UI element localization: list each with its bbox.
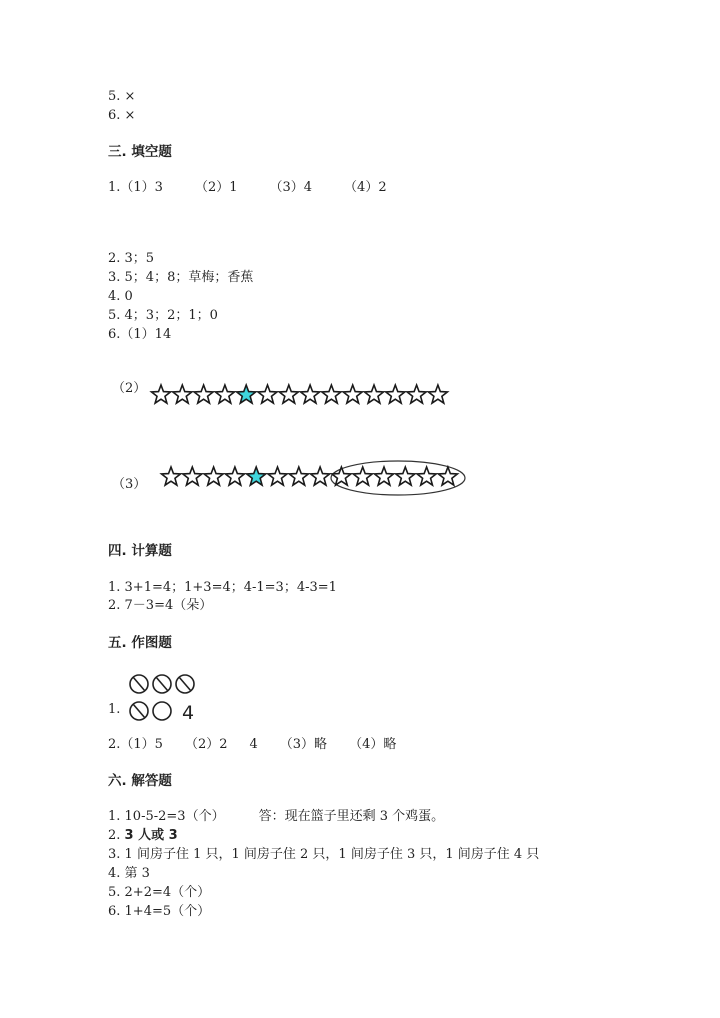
star-icon: [396, 467, 415, 485]
calc-item-1: 1. 3+1=4；1+3=4；4-1=3；4-3=1: [108, 580, 337, 595]
star-icon: [215, 385, 234, 403]
star-icon: [417, 467, 436, 485]
fill-item-4: 4. 0: [108, 289, 133, 304]
fill-q1-part1: 1.（1）3: [108, 180, 163, 195]
answer-q2-row: [108, 828, 178, 844]
draw-q2-part4: （3）略: [279, 737, 328, 752]
draw-q2-part5: （4）略: [349, 737, 397, 752]
star-icon: [279, 385, 298, 403]
star-icon-highlighted: [247, 467, 266, 485]
star-icon: [311, 467, 330, 485]
fill-q1-part3: （3）4: [269, 180, 313, 195]
star-row-3: [160, 458, 470, 500]
star-icon: [332, 467, 351, 485]
draw-q2-row: [108, 737, 396, 753]
draw-q1-label: 1.: [108, 702, 121, 717]
star-icon: [364, 385, 383, 403]
fill-q1-part2: （2）1: [194, 180, 238, 195]
star-icon: [301, 385, 320, 403]
fig-3-label: （3）: [112, 477, 147, 492]
star-icon: [204, 467, 223, 485]
fill-item-6: 6.（1）14: [108, 327, 172, 342]
star-icon: [407, 385, 426, 403]
draw-q2-part3: 4: [249, 737, 258, 752]
section-heading-calc: 四. 计算题: [108, 543, 172, 559]
fill-q1-part4: （4）2: [344, 180, 387, 195]
circle-figure-number: 4: [182, 702, 195, 724]
star-icon: [225, 467, 244, 485]
star-row-2: [150, 382, 450, 406]
section-heading-draw: 五. 作图题: [108, 635, 172, 651]
circle-figure: [124, 669, 204, 725]
star-icon: [161, 467, 180, 485]
star-icon: [151, 385, 170, 403]
star-icon: [183, 467, 202, 485]
fill-item-2: 2. 3；5: [108, 251, 155, 266]
section-heading-answer: 六. 解答题: [108, 773, 172, 789]
star-icon: [289, 467, 308, 485]
star-icon: [194, 385, 213, 403]
empty-circle-icon: [153, 702, 171, 720]
star-icon: [268, 467, 287, 485]
draw-q2-part1: 2.（1）5: [108, 737, 163, 752]
judge-item-6: 6. ×: [108, 108, 136, 123]
star-icon: [258, 385, 277, 403]
judge-item-5: 5. ×: [108, 89, 136, 104]
star-icon: [343, 385, 362, 403]
fill-q1-row: [108, 180, 387, 196]
fill-item-3: 3. 5；4；8；草梅；香蕉: [108, 270, 254, 285]
answer-item-6: 6. 1+4=5（个）: [108, 904, 211, 919]
star-icon-highlighted: [237, 385, 256, 403]
star-icon: [386, 385, 405, 403]
calc-item-2: 2. 7－3=4（朵）: [108, 598, 213, 613]
section-heading-fill: 三. 填空题: [108, 144, 172, 160]
fill-item-5: 5. 4；3；2；1；0: [108, 308, 218, 323]
fig-2-label: （2）: [112, 381, 147, 396]
star-icon: [374, 467, 393, 485]
answer-q2-bold: 3 人或 3: [124, 828, 178, 843]
answer-q1-row: [108, 809, 444, 825]
star-icon: [173, 385, 192, 403]
answer-item-5: 5. 2+2=4（个）: [108, 885, 211, 900]
star-icon: [438, 467, 457, 485]
star-icon: [428, 385, 447, 403]
answer-q2-prefix: 2.: [108, 828, 125, 843]
star-icon: [353, 467, 372, 485]
star-icon: [322, 385, 341, 403]
answer-item-3: 3. 1 间房子住 1 只，1 间房子住 2 只，1 间房子住 3 只，1 间房子住 4 只: [108, 847, 540, 862]
draw-q2-part2: （2）2: [184, 737, 228, 752]
answer-item-4: 4. 第 3: [108, 866, 150, 881]
answer-q1-equation: 1. 10-5-2=3（个）: [108, 809, 225, 824]
answer-q1-text: 答：现在篮子里还剩 3 个鸡蛋。: [258, 809, 445, 824]
